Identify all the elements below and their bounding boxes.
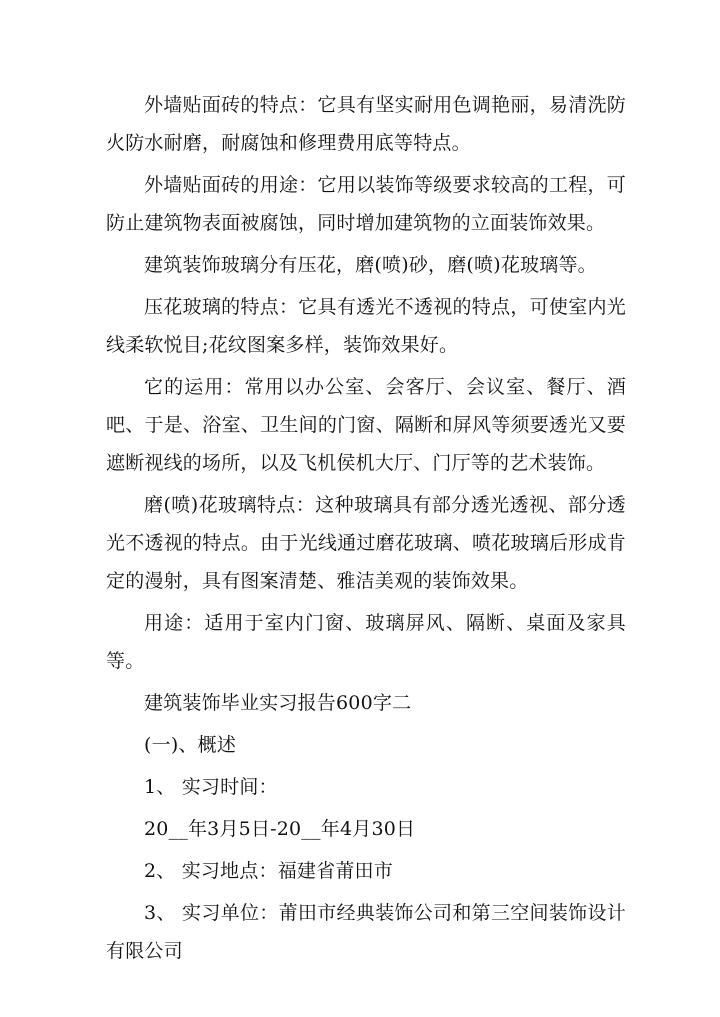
document-body: [106, 86, 626, 970]
list-item-internship-employer: 3、 实习单位：莆田市经典装饰公司和第三空间装饰设计有限公司: [106, 902, 626, 962]
paragraph-pressed-glass-uses: 它的运用：常用以办公室、会客厅、会议室、餐厅、酒吧、于是、浴室、卫生间的门窗、隔断和屏风等须要透光又要遮断视线的场所，以及飞机侯机大厅、门厅等的艺术装饰。: [106, 376, 626, 474]
internship-date-range: 20__年3月5日-20__年4月30日: [144, 818, 416, 840]
paragraph-pressed-glass-features: 压花玻璃的特点：它具有透光不透视的特点，可使室内光线柔软悦目;花纹图案多样，装饰效果好。: [106, 296, 626, 356]
paragraph-wall-tile-features: 外墙贴面砖的特点：它具有坚实耐用色调艳丽，易清洗防火防水耐磨，耐腐蚀和修理费用底等特点。: [106, 94, 626, 154]
paragraph-wall-tile-uses: 外墙贴面砖的用途：它用以装饰等级要求较高的工程，可防止建筑物表面被腐蚀，同时增加建筑物的立面装饰效果。: [106, 174, 626, 234]
subsection-overview: (一)、概述: [144, 734, 237, 756]
paragraph-frosted-glass-features: 磨(喷)花玻璃特点：这种玻璃具有部分透光透视、部分透光不透视的特点。由于光线通过磨花玻璃、喷花玻璃后形成肯定的漫射，具有图案清楚、雅洁美观的装饰效果。: [106, 494, 626, 592]
paragraph-decorative-glass-types: 建筑装饰玻璃分有压花，磨(喷)砂，磨(喷)花玻璃等。: [144, 254, 597, 276]
list-item-internship-location: 2、 实习地点：福建省莆田市: [144, 860, 393, 882]
section-title: 建筑装饰毕业实习报告600字二: [144, 692, 412, 714]
paragraph-frosted-glass-uses: 用途：适用于室内门窗、玻璃屏风、隔断、桌面及家具等。: [106, 612, 626, 672]
list-item-internship-time: 1、 实习时间：: [144, 776, 278, 798]
